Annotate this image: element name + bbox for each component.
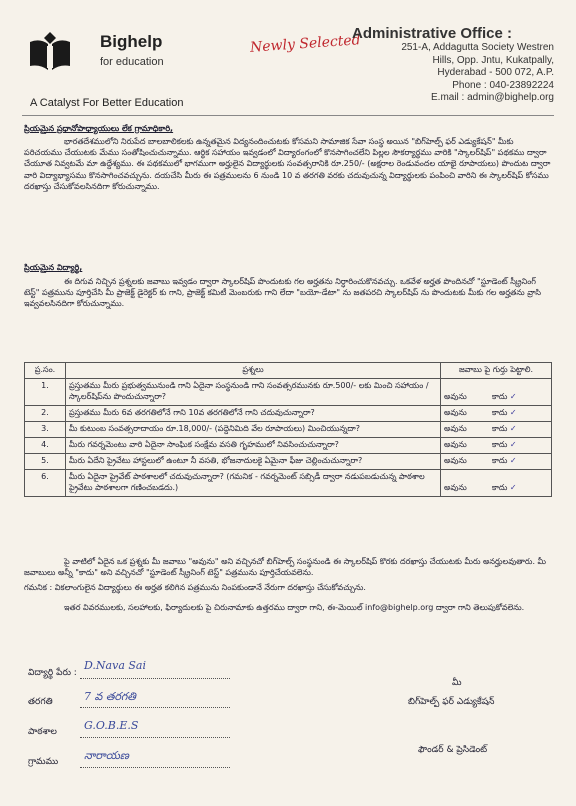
answer-cell[interactable] bbox=[441, 470, 552, 497]
school-line bbox=[80, 737, 230, 738]
question-text: మీరు గవర్నమెంటు వారి ఏదైనా సాంఘిక సంక్షేమ వసతి గృహములో నివసించుచున్నారా? bbox=[66, 438, 441, 454]
question-text: మీరు ఏదైనా ప్రైవేట్ పాఠశాలలో చదువుచున్నారా? (గమనిక - గవర్నమెంట్ సబ్సిడీ ద్వారా నడుపబడుచున్న పాఠశాల ప్రైవేటు పాఠశాలగా గణించబడదు.) bbox=[66, 470, 441, 497]
question-text: మీరు ఏదేని ప్రైవేటు హాస్టలులో ఉంటూ నీ వసతి, భోజనాదులకై ఏమైనా ఫీజు చెల్లించుచున్నారా? bbox=[66, 454, 441, 470]
student-name-value[interactable]: D.Nava Sai bbox=[84, 659, 146, 672]
intro-paragraph: భారతదేశములోని నిరుపేద బాలబాలికలకు ఉన్నతమైన విద్యనందించుటకు కోసమని సామాజిక సేవా సంస్థ అయిన "బిగ్‌హెల్ప్ ఫర్ ఎడ్యుకేషన్" మీకు పరిచయము చేయుటకు మేము సంతోషించుచున్నాము. ఆర్థిక సహాయం ఇవ్వడంలో విద్యారంగంలో కొనసాగించలేని పిల్లల సౌకర్యార్థము వారికి "స్కాలర్‌షిప్" పథకము ద్వారా చేయూత నివ్వటమే మా ఉద్దేశ్యము. ఈ పథకములో భాగముగా అర్హులైన విద్యార్థులకు సంవత్సరానికి రూ.250/- (అక్షరాల రెండువందల యాభై రూపాయలు) పొందుట ద్వారా వారి విద్యాభ్యాసము కొనసాగించవచ్చును. దయచేసి మీరు ఈ పత్రములను 6 నుండి 10 వ తరగతి వరకు చదువుచున్న విద్యార్థులకు పంపించి వారిని ఈ స్కాలర్‌షిప్ కోసము దరఖాస్తు చేసుకోవలసినదిగా కోరుచున్నాము. bbox=[24, 137, 551, 191]
answer-cell[interactable] bbox=[441, 406, 552, 422]
instructions-paragraph: ఈ దిగువ నిచ్చిన ప్రశ్నలకు జవాబు ఇవ్వడం ద్వారా స్కాలర్‌షిప్ పొందుటకు గల అర్హతను నిర్ధారించుకొనవచ్చు. ఒకవేళ అర్హత పొందినచో "స్టూడెంట్ స్క్రీనింగ్ టెస్ట్" పత్రమును పూర్తిచేసి మీ ప్రాజెక్ట్ డైరెక్టర్ కు గాని, ప్రాజెక్ట్ కమిటీ మెంబరుకు గాని లేదా "బయో-డేటా" ను జతపరచి స్కాలర్‌షిప్ ను పొందుటకు మీకు గల అర్హతను వ్రాసి ఇవ్వవలసినదిగా కోరుచున్నాము. bbox=[24, 277, 541, 309]
bighelp-logo-icon bbox=[26, 26, 74, 74]
note-text: గమనిక : వికలాంగులైన విద్యార్థులు ఈ అర్హత కలిగిన పత్రమును నింపకుండానే నేరుగా దరఖాస్తు చేసుకోవచ్చును. bbox=[24, 583, 366, 592]
village-label: గ్రామము bbox=[28, 757, 59, 767]
answer-no: కాదు bbox=[492, 456, 508, 465]
office-line: Hyderabad - 500 072, A.P. bbox=[437, 67, 554, 78]
checkmark-icon: ✓ bbox=[509, 408, 517, 417]
signature-role: ఫౌండర్ & ప్రెసిడెంట్ bbox=[418, 745, 488, 755]
checkmark-icon: ✓ bbox=[509, 456, 517, 465]
table-row bbox=[25, 438, 552, 454]
office-email: E.mail : admin@bighelp.org bbox=[431, 92, 554, 103]
checkmark-icon: ✓ bbox=[509, 483, 517, 492]
answer-yes: అవును bbox=[444, 424, 467, 433]
greeting-student: ప్రియమైన విద్యార్థి, bbox=[24, 263, 83, 272]
answer-no: కాదు bbox=[492, 440, 508, 449]
office-line: Hills, Opp. Jntu, Kukatpally, bbox=[432, 54, 554, 66]
question-text: ప్రస్తుతము మీరు ప్రభుత్వమునుండి గాని ఏదైనా సంస్థనుండి గాని సంవత్సరమునకు రూ.500/- లకు మించి సహాయం / స్కాలర్‌షిప్‌ను పొందుచున్నారా? bbox=[66, 379, 441, 406]
office-address bbox=[344, 25, 554, 105]
class-label: తరగతి bbox=[28, 697, 53, 707]
answer-cell[interactable] bbox=[441, 422, 552, 438]
signature-org: బిగ్‌హెల్ప్ ఫర్ ఎడ్యుకేషన్ bbox=[408, 697, 495, 707]
checkmark-icon: ✓ bbox=[509, 424, 517, 433]
closing-word: మీ bbox=[452, 678, 462, 688]
answer-yes: అవును bbox=[444, 440, 467, 449]
answer-cell[interactable] bbox=[441, 379, 552, 406]
table-row bbox=[25, 379, 552, 406]
student-name-line bbox=[80, 678, 230, 679]
handwritten-note: Newly Selected bbox=[249, 32, 362, 56]
question-text: ప్రస్తుతము మీరు 6వ తరగతిలోనే గాని 10వ తరగతిలోనే గాని చదువుచున్నారా? bbox=[66, 406, 441, 422]
office-phone: Phone : 040-23892224 bbox=[452, 79, 554, 91]
answer-yes: అవును bbox=[444, 392, 467, 401]
header-serial: ప్ర.సం. bbox=[25, 363, 66, 379]
brand-subtitle: for education bbox=[100, 56, 164, 68]
answer-no: కాదు bbox=[492, 483, 508, 492]
greeting-headmaster: ప్రియమైన ప్రధానోపాధ్యాయులు లేక గ్రామాధికారి, bbox=[24, 124, 174, 133]
office-line: 251-A, Addagutta Society Westren bbox=[401, 42, 554, 53]
contact-paragraph: ఇతర వివరములకు, సలహాలకు, ఫిర్యాదులకు పై చిరునామాకు ఉత్తరము ద్వారా గాని, ఈ-మెయిల్ info@bighelp.org ద్వారా గాని తెలుపుకోవలెను. bbox=[64, 603, 525, 612]
answer-yes: అవును bbox=[444, 456, 467, 465]
row-number: 6. bbox=[25, 470, 66, 497]
header-answer: జవాబు పై గుర్తు పెట్టాలి. bbox=[441, 363, 552, 379]
table-row bbox=[25, 406, 552, 422]
row-number: 2. bbox=[25, 406, 66, 422]
row-number: 5. bbox=[25, 454, 66, 470]
header-divider bbox=[22, 115, 554, 116]
answer-cell[interactable] bbox=[441, 454, 552, 470]
row-number: 3. bbox=[25, 422, 66, 438]
tagline: A Catalyst For Better Education bbox=[30, 97, 184, 109]
table-header-row bbox=[25, 363, 552, 379]
answer-no: కాదు bbox=[492, 424, 508, 433]
village-value[interactable]: నారాయణ bbox=[84, 749, 129, 762]
school-value[interactable]: G.O.B.E.S bbox=[84, 719, 139, 732]
office-title: Administrative Office : bbox=[352, 25, 513, 42]
eligibility-paragraph: పై వాటిలో ఏదైన ఒక ప్రశ్నకు మీ జవాబు "అవును" అని వచ్చినచో బిగ్‌హెల్ప్ సంస్థనుండి ఈ స్కాలర్‌షిప్ కొరకు దరఖాస్తు చేయుటకు మీరు అనర్హులవుతారు. మీ జవాబులు అన్నీ "కాదు" అని వచ్చినచో "స్టూడెంట్ స్క్రీనింగ్ టెస్ట్" పత్రమును పూర్తిచేయవలెను. bbox=[24, 557, 546, 578]
table-row bbox=[25, 422, 552, 438]
answer-no: కాదు bbox=[492, 392, 508, 401]
header-questions: ప్రశ్నలు bbox=[66, 363, 441, 379]
question-text: మీ కుటుంబ సంవత్సరాదాయం రూ.18,000/- (పద్దెనిమిది వేల రూపాయలు) మించియున్నదా? bbox=[66, 422, 441, 438]
village-line bbox=[80, 767, 230, 768]
school-label: పాఠశాల bbox=[28, 727, 57, 737]
eligibility-table bbox=[24, 362, 552, 497]
answer-no: కాదు bbox=[492, 408, 508, 417]
answer-yes: అవును bbox=[444, 483, 467, 492]
checkmark-icon: ✓ bbox=[509, 440, 517, 449]
table-row bbox=[25, 470, 552, 497]
class-line bbox=[80, 707, 230, 708]
checkmark-icon: ✓ bbox=[509, 392, 517, 401]
brand-name: Bighelp bbox=[100, 32, 163, 51]
class-value[interactable]: 7 వ తరగతి bbox=[84, 690, 136, 703]
answer-yes: అవును bbox=[444, 408, 467, 417]
row-number: 4. bbox=[25, 438, 66, 454]
table-row bbox=[25, 454, 552, 470]
student-name-label: విద్యార్థి పేరు : bbox=[28, 668, 77, 678]
answer-cell[interactable] bbox=[441, 438, 552, 454]
row-number: 1. bbox=[25, 379, 66, 406]
